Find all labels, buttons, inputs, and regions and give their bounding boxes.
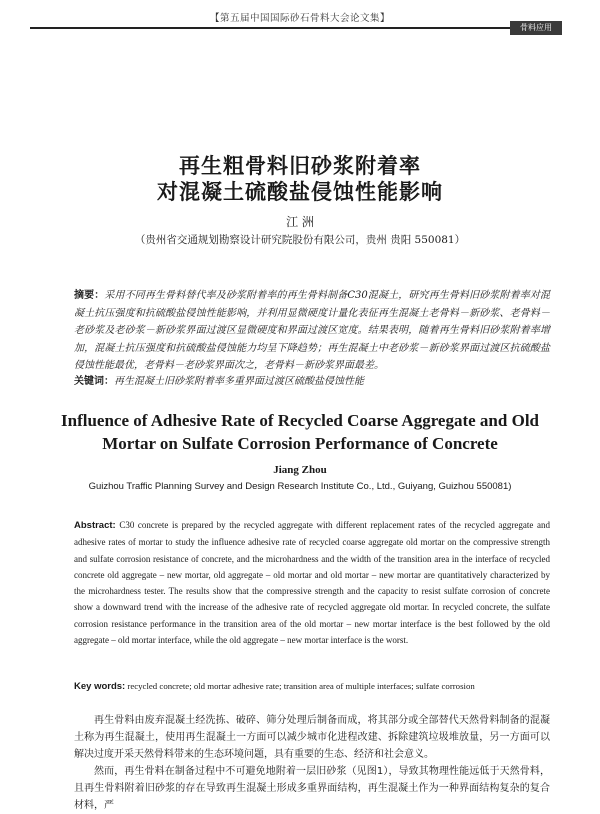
body-paragraph-1: 再生骨料由废弃混凝土经洗拣、破碎、筛分处理后制备而成，将其部分或全部替代天然骨料制备的混凝土称为再生混凝土，使用再生混凝土一方面可以减少城市化进程改建、拆除建筑垃圾堆放量，另一方面可以解决过度开采天然骨料带来的生态环境问题，具有重要的生态、经济和社会意义。 <box>74 715 550 760</box>
english-author: Jiang Zhou <box>273 464 327 476</box>
chinese-abstract-text: 采用不同再生骨料替代率及砂浆附着率的再生骨料制备C30混凝土，研究再生骨料旧砂浆附着率对混凝土抗压强度和抗硫酸盐侵蚀性能影响，并利用显微硬度计量化表征再生混凝土老骨料－新砂浆、老骨料－老砂浆及老砂浆－新砂浆界面过渡区显微硬度和界面过渡区宽度。结果表明，随着再生骨料旧砂浆附着率增加，混凝土抗压强度和抗硫酸盐侵蚀能力均呈下降趋势；再生混凝土中老砂浆－新砂浆界面过渡区抗硫酸盐侵蚀性能最优，老骨料－老砂浆界面次之，老骨料－新砂浆界面最差。 <box>74 290 550 371</box>
english-keywords-text: recycled concrete; old mortar adhesive rate; transition area of multiple interfaces; sulfate corrosion <box>127 681 475 691</box>
chinese-keywords-label: 关键词： <box>74 376 114 387</box>
chinese-title-line2: 对混凝土硫酸盐侵蚀性能影响 <box>157 180 443 204</box>
chinese-affiliation: （贵州省交通规划勘察设计研究院股份有限公司，贵州 贵阳 550081） <box>134 234 466 246</box>
body-text <box>74 712 550 814</box>
header-rule <box>30 27 510 29</box>
chinese-keywords <box>74 372 550 387</box>
chinese-author: 江 洲 <box>286 215 314 229</box>
english-title-line1: Influence of Adhesive Rate of Recycled Coarse Aggregate and Old <box>61 411 539 430</box>
english-keywords-label: Key words: <box>74 681 126 692</box>
english-keywords <box>74 681 550 692</box>
chinese-abstract-label: 摘要： <box>74 290 105 301</box>
english-abstract-label: Abstract: <box>74 520 116 531</box>
english-abstract <box>74 517 550 648</box>
english-title-line2: Mortar on Sulfate Corrosion Performance of Concrete <box>102 434 498 453</box>
english-affiliation: Guizhou Traffic Planning Survey and Design Research Institute Co., Ltd., Guiyang, Guizhou 550081) <box>88 481 512 492</box>
chinese-keywords-text: 再生混凝土旧砂浆附着率多重界面过渡区硫酸盐侵蚀性能 <box>114 376 364 387</box>
body-paragraph-2: 然而，再生骨料在制备过程中不可避免地附着一层旧砂浆（见图1），导致其物理性能远低于天然骨料，且再生骨料附着旧砂浆的存在导致再生混凝土形成多重界面结构，再生混凝土作为一种界面结构复杂的复合材料，严 <box>74 766 550 811</box>
chinese-title-line1: 再生粗骨料旧砂浆附着率 <box>179 154 421 178</box>
chinese-abstract <box>74 287 550 375</box>
running-header: 【第五届中国国际砂石骨料大会论文集】 <box>209 13 390 24</box>
topic-tag: 骨料应用 <box>510 21 562 35</box>
english-abstract-text: C30 concrete is prepared by the recycled aggregate with different replacement rates of the recycled aggregate and adhesive rates of mortar to study the influence adhesive rate of recycled coarse aggregate old mortar on the compressive strength and sulfate corrosion resistance of concrete, and the microhardness and the width of the transition area in the interface of recycled concrete old aggregate – new mortar, old aggregate – old mortar and old mortar – new mortar are quantitatively characterized by the microhardness tester. The results show that the compressive strength and the capacity to resist sulfate corrosion of concrete show a downward trend with the increase of the adhesive rate of recycled aggregate old mortar. In recycled concrete, the sulfate corrosion resistance performance in the transition area of the old mortar – new mortar interface is the best followed by the old aggregate – old mortar interface, while the old aggregate – new mortar interface is the worst. <box>74 520 550 646</box>
